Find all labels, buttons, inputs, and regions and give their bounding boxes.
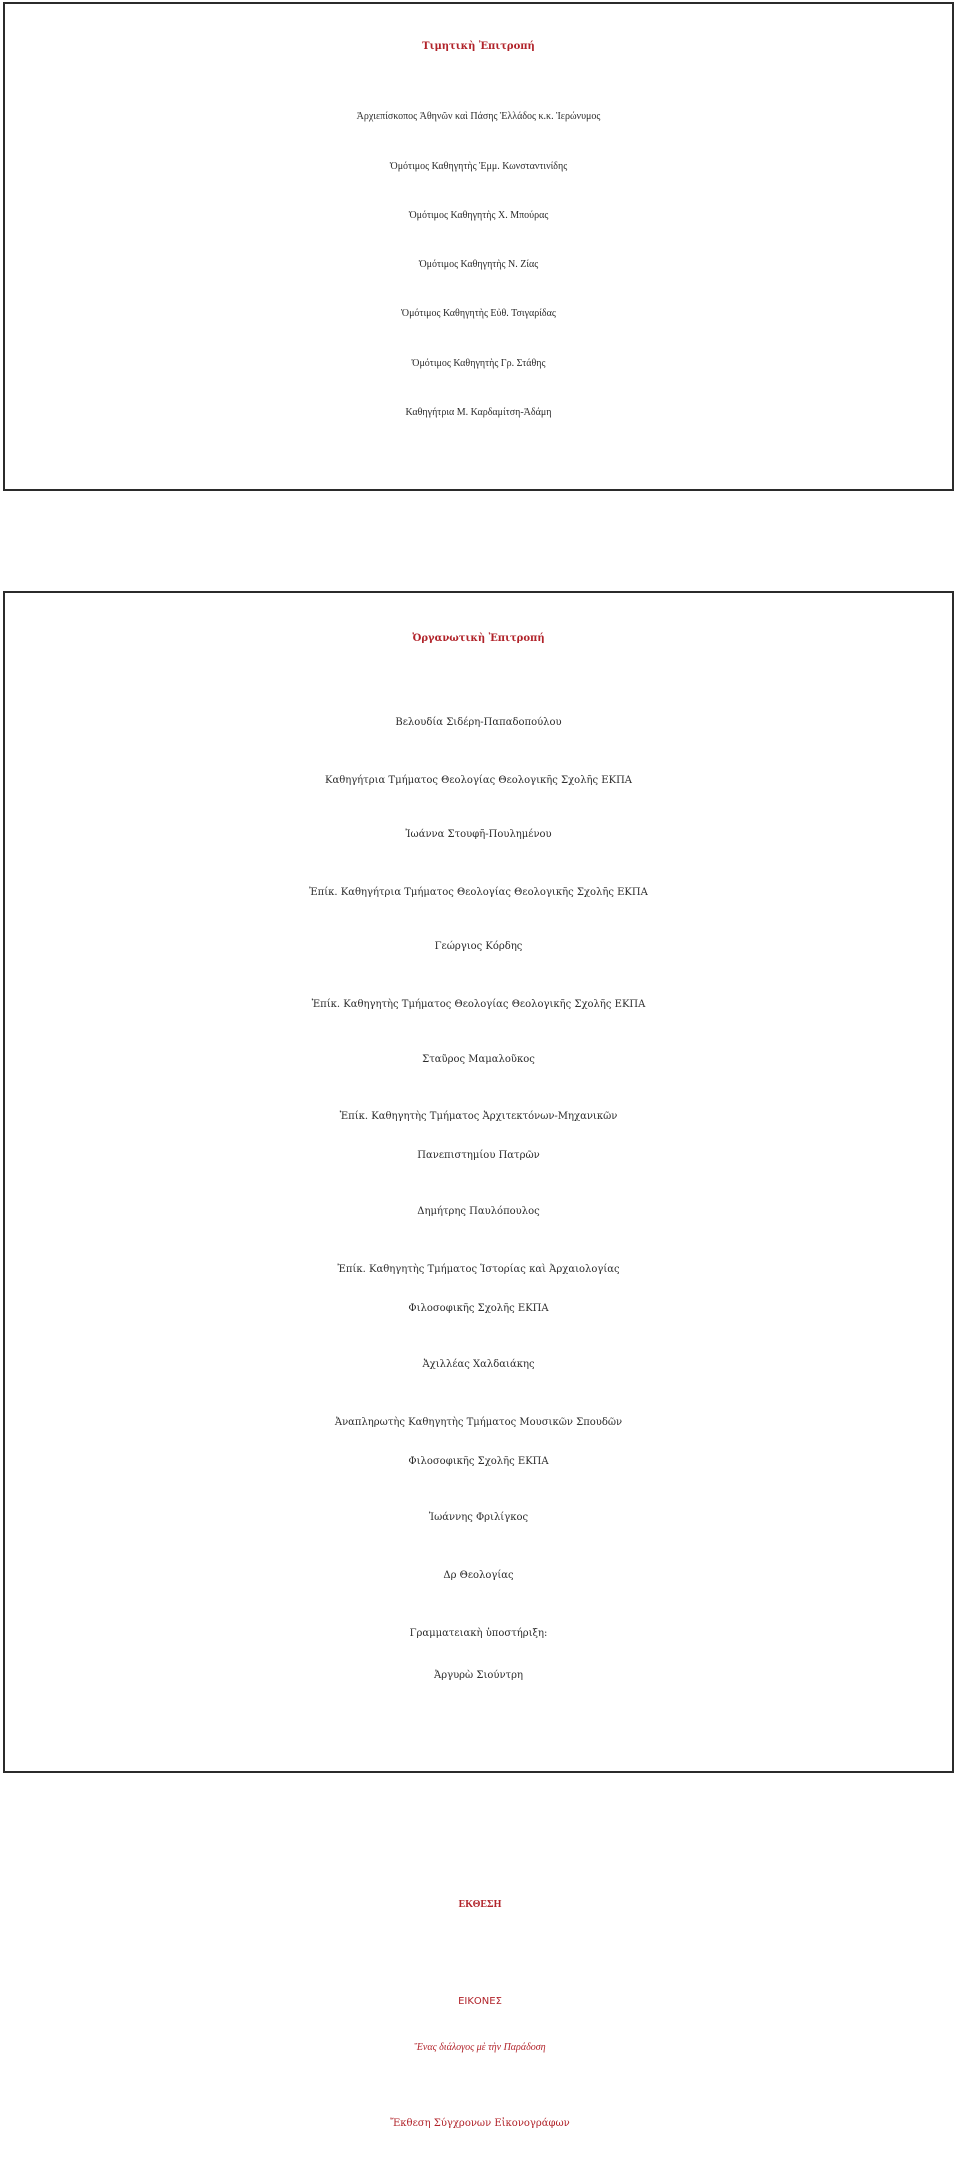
member-role: Ἀναπληρωτὴς Καθηγητὴς Τμήματος Μουσικῶν Σπουδῶν <box>334 1417 623 1428</box>
organizing-committee-box <box>3 591 954 1773</box>
member-name: Γεώργιος Κόρδης <box>434 941 523 952</box>
honorary-member: Ὁμότιμος Καθηγητὴς Χ. Μπούρας <box>408 210 549 221</box>
member-role: Καθηγήτρια Τμήματος Θεολογίας Θεολογικῆς Σχολῆς ΕΚΠΑ <box>324 775 633 786</box>
honorary-member: Ὁμότιμος Καθηγητὴς Γρ. Στάθης <box>411 358 546 369</box>
member-role: Φιλοσοφικῆς Σχολῆς ΕΚΠΑ <box>408 1456 549 1467</box>
exhibition-tagline: Ἕνας διάλογος μὲ τὴν Παράδοση <box>414 2042 546 2053</box>
member-role: Ἐπίκ. Καθηγητὴς Τμήματος Ἱστορίας καὶ Ἀρχαιολογίας <box>337 1264 620 1275</box>
member-role: Ἐπίκ. Καθηγητὴς Τμήματος Ἀρχιτεκτόνων-Μηχανικῶν <box>339 1111 618 1122</box>
member-role: Φιλοσοφικῆς Σχολῆς ΕΚΠΑ <box>408 1303 549 1314</box>
secretarial-support-label: Γραμματειακὴ ὑποστήριξη: <box>409 1628 548 1639</box>
honorary-member: Ὁμότιμος Καθηγητὴς Εὐθ. Τσιγαρίδας <box>401 308 556 319</box>
organizing-committee-title: Ὀργανωτικὴ Ἐπιτροπή <box>412 633 545 644</box>
honorary-committee-box <box>3 2 954 491</box>
member-role: Πανεπιστημίου Πατρῶν <box>417 1150 540 1161</box>
exhibition-title: ΕΚΘΕΣΗ <box>458 1899 502 1910</box>
member-name: Σταῦρος Μαμαλοῦκος <box>422 1054 535 1065</box>
member-role: Ἐπίκ. Καθηγήτρια Τμήματος Θεολογίας Θεολογικῆς Σχολῆς ΕΚΠΑ <box>309 887 648 898</box>
member-name: Βελουδία Σιδέρη-Παπαδοπούλου <box>395 717 562 728</box>
member-name: Ἀχιλλέας Χαλδαιάκης <box>422 1359 535 1370</box>
exhibition-subtitle: ΕΙΚΟΝΕΣ <box>458 1996 502 2007</box>
member-role: Ἐπίκ. Καθηγητὴς Τμήματος Θεολογίας Θεολογικῆς Σχολῆς ΕΚΠΑ <box>311 999 646 1010</box>
honorary-committee-title: Τιμητικὴ Ἐπιτροπή <box>422 41 535 52</box>
honorary-member: Ἀρχιεπίσκοπος Ἀθηνῶν καὶ Πάσης Ἑλλάδος κ.κ. Ἱερώνυμος <box>356 111 601 122</box>
member-name: Ἰωάννης Φριλίγκος <box>428 1512 529 1523</box>
honorary-member: Ὁμότιμος Καθηγητὴς Ν. Ζίας <box>418 259 539 270</box>
honorary-member: Καθηγήτρια Μ. Καρδαμίτση-Ἀδάμη <box>405 407 552 418</box>
secretarial-support-name: Ἀργυρὼ Σιούντρη <box>434 1670 523 1681</box>
member-name: Ἰωάννα Στουφῆ-Πουλημένου <box>405 829 552 840</box>
member-role: Δρ Θεολογίας <box>443 1570 514 1581</box>
exhibition-description: Ἔκθεση Σύγχρονων Εἰκονογράφων <box>390 2118 570 2129</box>
honorary-member: Ὁμότιμος Καθηγητὴς Ἐμμ. Κωνσταντινίδης <box>389 161 568 172</box>
member-name: Δημήτρης Παυλόπουλος <box>417 1206 540 1217</box>
